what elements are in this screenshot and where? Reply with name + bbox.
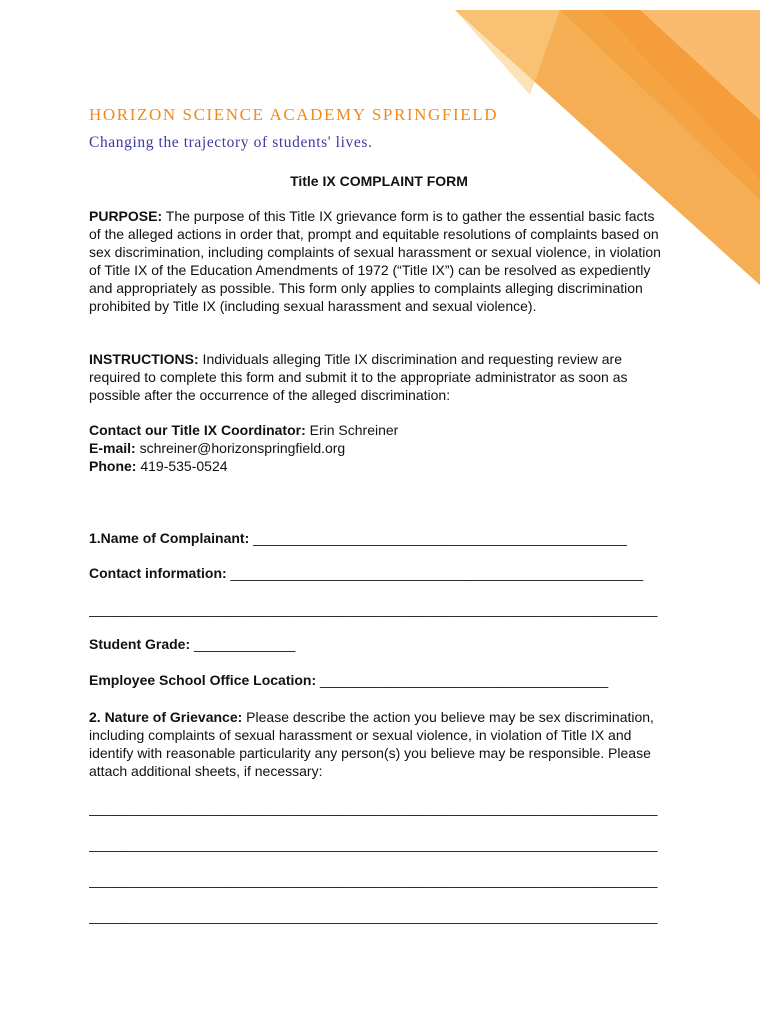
coordinator-line <box>89 421 669 439</box>
instructions-text: Individuals alleging Title IX discrimination and requesting review are required to complete this form and submit it to the appropriate administrator as soon as possible after the occurrence of the alleged discrimination: <box>89 351 628 403</box>
grievance-label: 2. Nature of Grievance: <box>89 709 243 725</box>
student-grade-blank[interactable]: _____________ <box>194 636 296 652</box>
purpose-text: The purpose of this Title IX grievance form is to gather the essential basic facts of the alleged actions in order that, prompt and equitable resolutions of complaints based on sex discrimination, including complaints of sexual harassment or sexual violence, in violation of Title IX of the Education Amendments of 1972 (“Title IX”) can be resolved as expediently and appropriately as possible. This form only applies to complaints alleging discrimination prohibited by Title IX (including sexual harassment and sexual violence). <box>89 208 661 314</box>
grievance-line[interactable]: _________________________________________________________________________ <box>89 800 658 816</box>
complainant-name-field[interactable] <box>89 530 669 546</box>
office-location-label: Employee School Office Location: <box>89 672 321 688</box>
phone-label: Phone: <box>89 458 137 474</box>
coordinator-contact-block <box>89 421 669 475</box>
purpose-paragraph <box>89 207 669 315</box>
coordinator-name: Erin Schreiner <box>305 422 399 438</box>
school-name: HORIZON SCIENCE ACADEMY SPRINGFIELD <box>89 105 499 124</box>
purpose-label: PURPOSE: <box>89 208 163 224</box>
student-grade-label: Student Grade: <box>89 636 195 652</box>
complainant-name-blank[interactable]: ________________________________________________ <box>253 530 627 546</box>
coordinator-phone: 419-535-0524 <box>136 458 228 474</box>
instructions-paragraph <box>89 350 669 404</box>
coordinator-email: schreiner@horizonspringfield.org <box>135 440 346 456</box>
office-location-field[interactable] <box>89 672 669 688</box>
complainant-name-label: 1.Name of Complainant: <box>89 530 254 546</box>
email-line <box>89 439 669 457</box>
school-tagline: Changing the trajectory of students' lives. <box>89 134 373 151</box>
coordinator-label: Contact our Title IX Coordinator: <box>89 422 306 438</box>
contact-information-field[interactable] <box>89 565 669 581</box>
phone-line <box>89 457 669 475</box>
instructions-label: INSTRUCTIONS: <box>89 351 199 367</box>
student-grade-field[interactable] <box>89 636 669 652</box>
grievance-line[interactable]: _________________________________________________________________________ <box>89 908 658 924</box>
grievance-text: Please describe the action you believe may be sex discrimination, including complaints of sexual harassment or sexual violence, in violation of Title IX and identify with reasonable particularity any person(s) you believe may be responsible. Please attach additional sheets, if necessary: <box>89 709 654 779</box>
grievance-paragraph <box>89 708 669 780</box>
form-title: Title IX COMPLAINT FORM <box>290 173 468 189</box>
contact-information-label: Contact information: <box>89 565 231 581</box>
contact-information-blank[interactable]: _____________________________________________________ <box>230 565 644 581</box>
email-label: E-mail: <box>89 440 136 456</box>
office-location-blank[interactable]: _____________________________________ <box>320 672 609 688</box>
contact-information-blank-2[interactable]: _________________________________________________________________________ <box>89 601 658 617</box>
grievance-line[interactable]: _________________________________________________________________________ <box>89 836 658 852</box>
grievance-line[interactable]: _________________________________________________________________________ <box>89 872 658 888</box>
